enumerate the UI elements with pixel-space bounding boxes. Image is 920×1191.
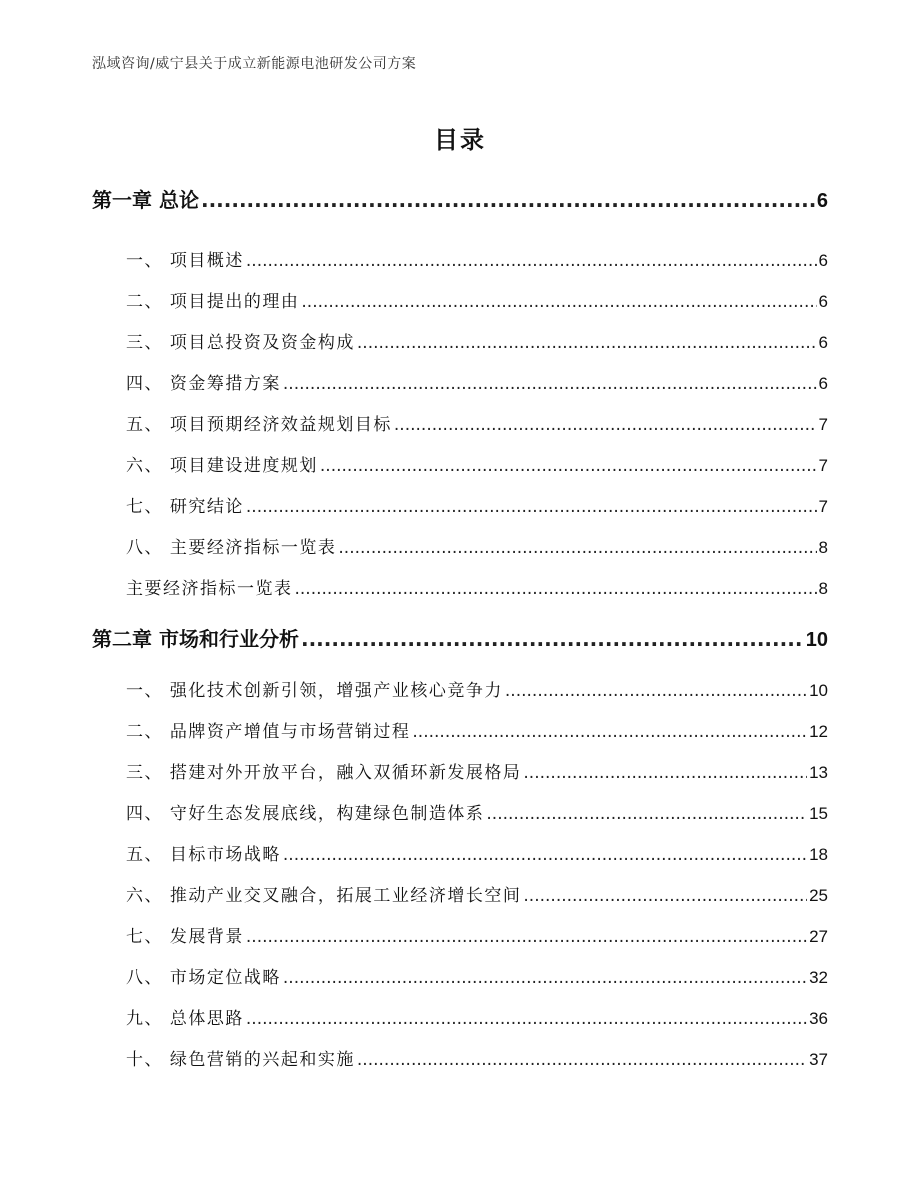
dot-leader <box>320 456 817 476</box>
dot-leader <box>338 538 816 558</box>
toc-entry-label: 四、 守好生态发展底线，构建绿色制造体系 <box>126 804 485 824</box>
toc-entry[interactable] <box>92 184 828 213</box>
dot-leader <box>283 845 807 865</box>
toc-entry[interactable] <box>126 410 828 435</box>
toc-entry[interactable] <box>126 574 828 599</box>
toc-entry-page: 7 <box>818 415 828 434</box>
toc-entry-page: 13 <box>809 763 828 782</box>
toc-entry-label: 五、 目标市场战略 <box>126 845 281 865</box>
toc-entry-label: 七、 发展背景 <box>126 927 244 947</box>
dot-leader <box>394 415 817 435</box>
toc-entry-label: 主要经济指标一览表 <box>126 579 293 599</box>
toc-entry[interactable] <box>126 451 828 476</box>
toc-entry-label: 一、 强化技术创新引领，增强产业核心竞争力 <box>126 681 503 701</box>
toc-entry-page: 10 <box>809 681 828 700</box>
toc-entry-page: 6 <box>818 333 828 352</box>
toc-entry-page: 32 <box>809 968 828 987</box>
toc-entry-label: 五、 项目预期经济效益规划目标 <box>126 415 392 435</box>
toc-entry-page: 12 <box>809 722 828 741</box>
toc-entry-page: 10 <box>805 629 828 651</box>
toc-entry[interactable] <box>126 328 828 353</box>
toc-entry-label: 第二章 市场和行业分析 <box>92 627 299 651</box>
dot-leader <box>283 968 807 988</box>
toc-entry-label: 三、 项目总投资及资金构成 <box>126 333 355 353</box>
toc-entry-page: 27 <box>809 927 828 946</box>
dot-leader <box>246 1009 807 1029</box>
toc-entry[interactable] <box>126 799 828 824</box>
toc-entry-label: 二、 品牌资产增值与市场营销过程 <box>126 722 411 742</box>
toc-entry-label: 三、 搭建对外开放平台，融入双循环新发展格局 <box>126 763 522 783</box>
toc-entry-page: 6 <box>818 251 828 270</box>
toc-entry[interactable] <box>126 287 828 312</box>
toc-entry-page: 36 <box>809 1009 828 1028</box>
toc-entry[interactable] <box>126 246 828 271</box>
dot-leader <box>357 1050 807 1070</box>
toc-entry-label: 七、 研究结论 <box>126 497 244 517</box>
toc-entry[interactable] <box>92 623 828 652</box>
page-header: 泓域咨询/威宁县关于成立新能源电池研发公司方案 <box>92 56 417 72</box>
toc-entry[interactable] <box>126 492 828 517</box>
toc-entry-page: 6 <box>818 374 828 393</box>
dot-leader <box>295 579 817 599</box>
dot-leader <box>246 251 817 271</box>
toc-entry-label: 九、 总体思路 <box>126 1009 244 1029</box>
dot-leader <box>523 763 807 783</box>
toc-entry-label: 八、 主要经济指标一览表 <box>126 538 337 558</box>
toc-entry-label: 四、 资金筹措方案 <box>126 374 281 394</box>
toc-entry-label: 二、 项目提出的理由 <box>126 292 300 312</box>
dot-leader <box>201 188 815 212</box>
toc-entry[interactable] <box>126 758 828 783</box>
dot-leader <box>283 374 817 394</box>
toc-entry-label: 十、 绿色营销的兴起和实施 <box>126 1050 355 1070</box>
toc-entry-label: 第一章 总论 <box>92 188 199 212</box>
toc-entry-label: 六、 项目建设进度规划 <box>126 456 318 476</box>
toc-entry[interactable] <box>126 840 828 865</box>
toc-entry-page: 8 <box>818 579 828 598</box>
dot-leader <box>357 333 817 353</box>
dot-leader <box>301 627 804 651</box>
dot-leader <box>246 497 817 517</box>
toc-entry[interactable] <box>126 369 828 394</box>
toc-entry[interactable] <box>126 881 828 906</box>
toc-entry[interactable] <box>126 1045 828 1070</box>
toc-entry[interactable] <box>126 676 828 701</box>
toc-entry-page: 6 <box>818 292 828 311</box>
dot-leader <box>412 722 807 742</box>
toc-entry-page: 6 <box>816 190 828 212</box>
toc-entry-page: 15 <box>809 804 828 823</box>
toc-entry-page: 37 <box>809 1050 828 1069</box>
dot-leader <box>523 886 807 906</box>
dot-leader <box>301 292 816 312</box>
toc-entry[interactable] <box>126 533 828 558</box>
toc-entry-page: 7 <box>818 456 828 475</box>
dot-leader <box>246 927 807 947</box>
toc-entry-page: 25 <box>809 886 828 905</box>
toc-entry-page: 7 <box>818 497 828 516</box>
toc-entry-page: 8 <box>818 538 828 557</box>
dot-leader <box>486 804 807 824</box>
toc-entry-label: 一、 项目概述 <box>126 251 244 271</box>
toc-entry-label: 六、 推动产业交叉融合，拓展工业经济增长空间 <box>126 886 522 906</box>
toc-entry-page: 18 <box>809 845 828 864</box>
toc-entry-label: 八、 市场定位战略 <box>126 968 281 988</box>
toc-title: 目录 <box>434 126 486 154</box>
toc-entry[interactable] <box>126 1004 828 1029</box>
toc-entry[interactable] <box>126 717 828 742</box>
toc-entry[interactable] <box>126 963 828 988</box>
dot-leader <box>505 681 807 701</box>
toc-entry[interactable] <box>126 922 828 947</box>
